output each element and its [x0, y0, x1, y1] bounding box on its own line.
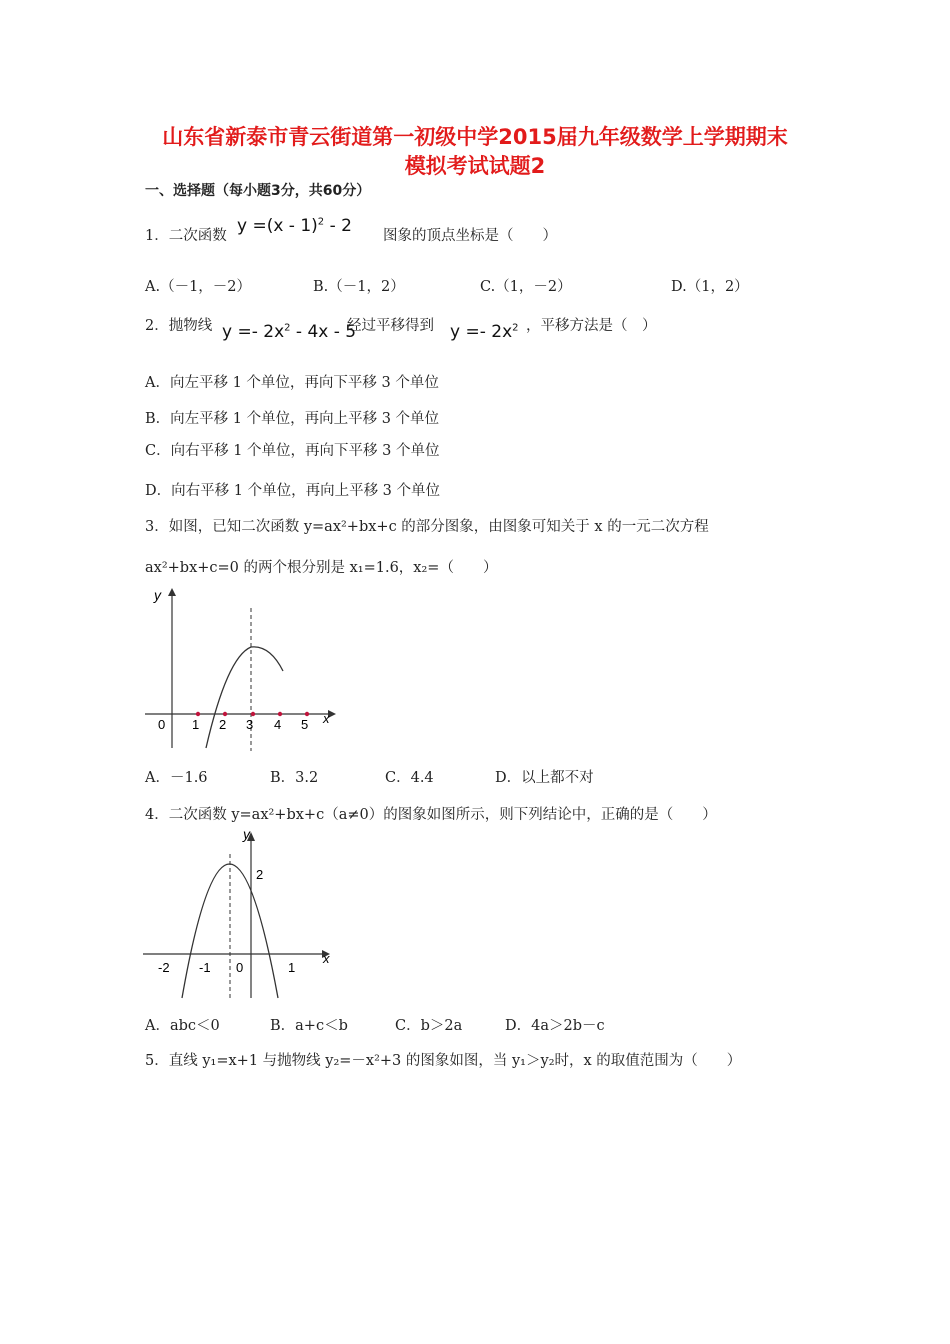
q2-option-b: B．向左平移 1 个单位，再向上平移 3 个单位 [145, 411, 440, 427]
document-title-line2: 模拟考试试题2 [404, 154, 546, 178]
q2-formula2-a: y =- 2x [450, 322, 513, 342]
q3-tick-dot-3 [251, 712, 255, 716]
q2-formula1-a: y =- 2x [222, 322, 285, 342]
q3-parabola-curve [206, 627, 283, 748]
q1-formula-a: y =(x - 1) [237, 216, 318, 236]
q4-line: 4．二次函数 y=ax²+bx+c（a≠0）的图象如图所示，则下列结论中，正确的是（ ） [145, 807, 717, 823]
q5-line: 5．直线 y₁=x+1 与抛物线 y₂=－x²+3 的图象如图，当 y₁＞y₂时，x 的取值范围为（ ） [145, 1053, 742, 1069]
q3-tick-dot-1 [196, 712, 200, 716]
q4-parabola-graph [140, 826, 340, 1002]
q1-option-a: A.（－1，－2） [145, 279, 252, 295]
q1-formula-b: - 2 [324, 216, 352, 236]
q3-option-b: B．3.2 [270, 770, 319, 786]
q3-y-label: y [154, 587, 161, 603]
q3-line1: 3．如图，已知二次函数 y=ax²+bx+c 的部分图象，由图象可知关于 x 的一元二次方程 [145, 519, 709, 535]
q2-option-d: D．向右平移 1 个单位，再向上平移 3 个单位 [145, 483, 441, 499]
q3-tick-label-5: 5 [301, 717, 309, 732]
q3-option-c: C．4.4 [385, 770, 434, 786]
q4-y-label: y [243, 826, 250, 842]
q3-tick-dot-5 [305, 712, 309, 716]
q1-option-d: D.（1，2） [671, 279, 749, 295]
q4-option-c: C．b＞2a [395, 1018, 463, 1034]
q4-y-tick-label: 2 [256, 867, 264, 882]
q4-x-label: x [323, 951, 330, 966]
q3-parabola-curve-main [206, 647, 283, 748]
q4-tick-label-neg1: -1 [199, 960, 211, 975]
q3-tick-dot-2 [223, 712, 227, 716]
q2-suffix: ，平移方法是（ ） [526, 318, 657, 334]
q2-formula1-b: - 4x - 5 [290, 322, 357, 342]
q3-tick-label-4: 4 [274, 717, 282, 732]
q2-prefix: 2．抛物线 [145, 318, 213, 334]
q3-tick-dot-4 [278, 712, 282, 716]
q3-tick-label-1: 1 [192, 717, 200, 732]
q3-tick-label-2: 2 [219, 717, 227, 732]
document-title-line1: 山东省新泰市青云街道第一初级中学2015届九年级数学上学期期末 [162, 125, 788, 149]
q1-suffix: 图象的顶点坐标是（ ） [383, 228, 557, 244]
q1-formula [237, 216, 352, 236]
q2-formula1-exp: 2 [284, 322, 291, 334]
q1-option-b: B.（－1，2） [313, 279, 405, 295]
q3-option-d: D．以上都不对 [495, 770, 594, 786]
q1-prefix: 1．二次函数 [145, 228, 227, 244]
q1-formula-exp: 2 [317, 216, 325, 228]
q2-formula-2 [450, 322, 519, 342]
q3-x-label: x [323, 711, 330, 726]
q4-option-a: A．abc＜0 [145, 1018, 220, 1034]
q4-option-d: D．4a＞2b－c [505, 1018, 605, 1034]
q4-option-b: B．a+c＜b [270, 1018, 348, 1034]
q3-option-a: A．－1.6 [145, 770, 208, 786]
q3-y-axis-arrow [168, 588, 176, 596]
q3-parabola-graph [140, 583, 340, 753]
q4-origin-label: 0 [236, 960, 244, 975]
q3-tick-label-3: 3 [246, 717, 254, 732]
q4-tick-label-neg2: -2 [158, 960, 170, 975]
q2-formula2-exp: 2 [512, 322, 519, 334]
q2-option-c: C．向右平移 1 个单位，再向下平移 3 个单位 [145, 443, 440, 459]
q2-formula-1 [222, 322, 356, 342]
q3-origin-label: 0 [158, 717, 166, 732]
q4-tick-label-1: 1 [288, 960, 296, 975]
q3-line2: ax²+bx+c=0 的两个根分别是 x₁=1.6，x₂=（ ） [145, 560, 498, 576]
q2-option-a: A．向左平移 1 个单位，再向下平移 3 个单位 [145, 375, 439, 391]
section-heading: 一、选择题（每小题3分，共60分） [145, 183, 371, 199]
q1-option-c: C.（1，－2） [480, 279, 572, 295]
q2-middle: 经过平移得到 [347, 318, 434, 334]
